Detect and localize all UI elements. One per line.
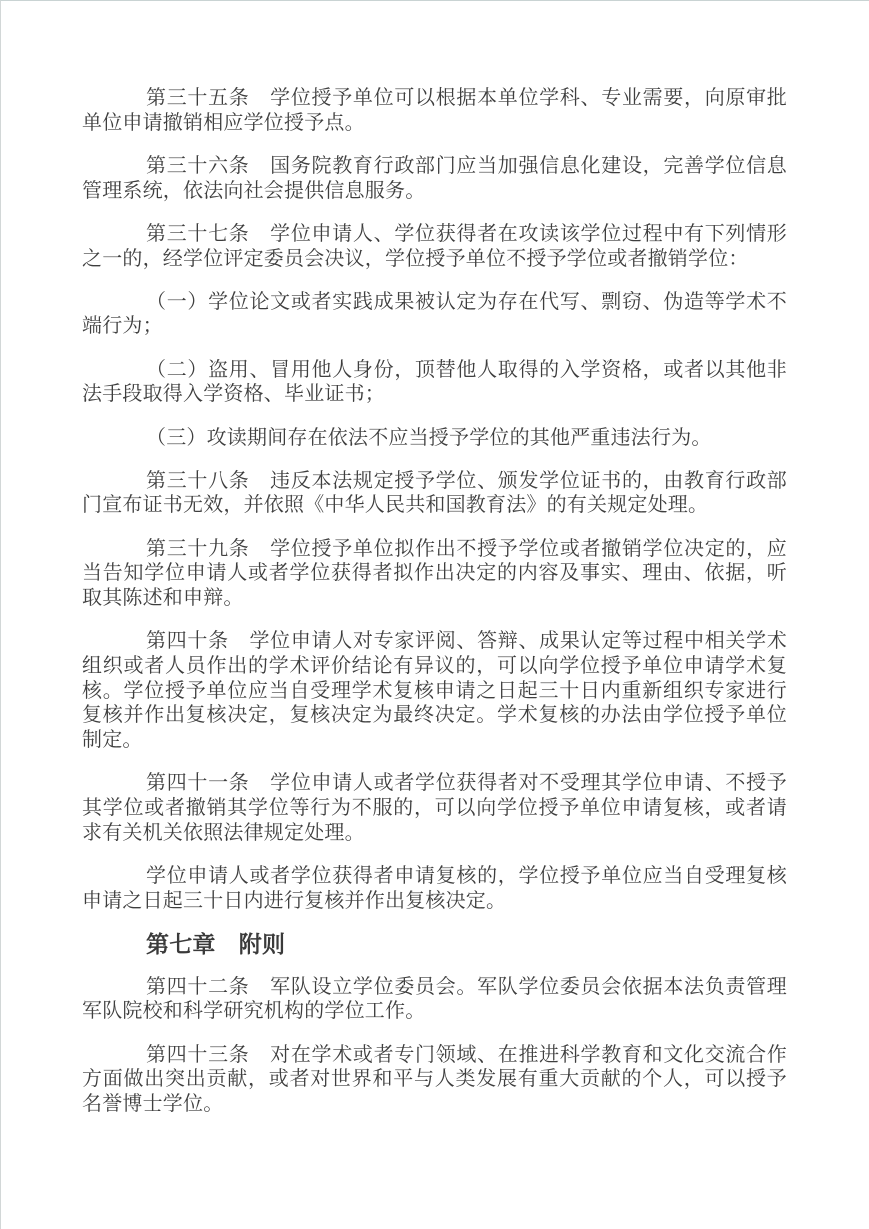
article-paragraph-43: 第四十三条 对在学术或者专门领域、在推进科学教育和文化交流合作方面做出突出贡献，或者对世界和平与人类发展有重大贡献的个人，可以授予名誉博士学位。	[82, 1043, 787, 1116]
article-paragraph-36: 第三十六条 国务院教育行政部门应当加强信息化建设，完善学位信息管理系统，依法向社会提供信息服务。	[82, 154, 787, 202]
article-paragraph-37: 第三十七条 学位申请人、学位获得者在攻读该学位过程中有下列情形之一的，经学位评定委员会决议，学位授予单位不授予学位或者撤销学位：	[82, 222, 787, 270]
article-paragraph-35: 第三十五条 学位授予单位可以根据本单位学科、专业需要，向原审批单位申请撤销相应学位授予点。	[82, 87, 787, 134]
article-paragraph-41: 第四十一条 学位申请人或者学位获得者对不受理其学位申请、不授予其学位或者撤销其学位等行为不服的，可以向学位授予单位申请复核，或者请求有关机关依照法律规定处理。	[82, 772, 787, 844]
list-item-3: （三）攻读期间存在依法不应当授予学位的其他严重违法行为。	[146, 426, 712, 449]
list-item-2: （二）盗用、冒用他人身份，顶替他人取得的入学资格，或者以其他非法手段取得入学资格、毕业证书；	[82, 358, 787, 406]
article-paragraph-39: 第三十九条 学位授予单位拟作出不授予学位或者撤销学位决定的，应当告知学位申请人或者学位获得者拟作出决定的内容及事实、理由、依据，听取其陈述和申辩。	[82, 537, 787, 610]
article-paragraph-41-continuation: 学位申请人或者学位获得者申请复核的，学位授予单位应当自受理复核申请之日起三十日内进行复核并作出复核决定。	[82, 864, 787, 912]
article-paragraph-40: 第四十条 学位申请人对专家评阅、答辩、成果认定等过程中相关学术组织或者人员作出的学术评价结论有异议的，可以向学位授予单位申请学术复核。学位授予单位应当自受理学术复核申请之日起三十日内重新组织专家进行复核并作出复核决定，复核决定为最终决定。学术复核的办法由学位授予单位制定。	[82, 630, 787, 752]
law-text-body	[82, 86, 787, 1117]
chapter-heading: 第七章 附则	[146, 931, 286, 957]
article-paragraph-38: 第三十八条 违反本法规定授予学位、颁发学位证书的，由教育行政部门宣布证书无效，并依照《中华人民共和国教育法》的有关规定处理。	[82, 469, 787, 517]
article-paragraph-42: 第四十二条 军队设立学位委员会。军队学位委员会依据本法负责管理军队院校和科学研究机构的学位工作。	[82, 975, 787, 1023]
list-item-1: （一）学位论文或者实践成果被认定为存在代写、剽窃、伪造等学术不端行为；	[82, 290, 787, 338]
